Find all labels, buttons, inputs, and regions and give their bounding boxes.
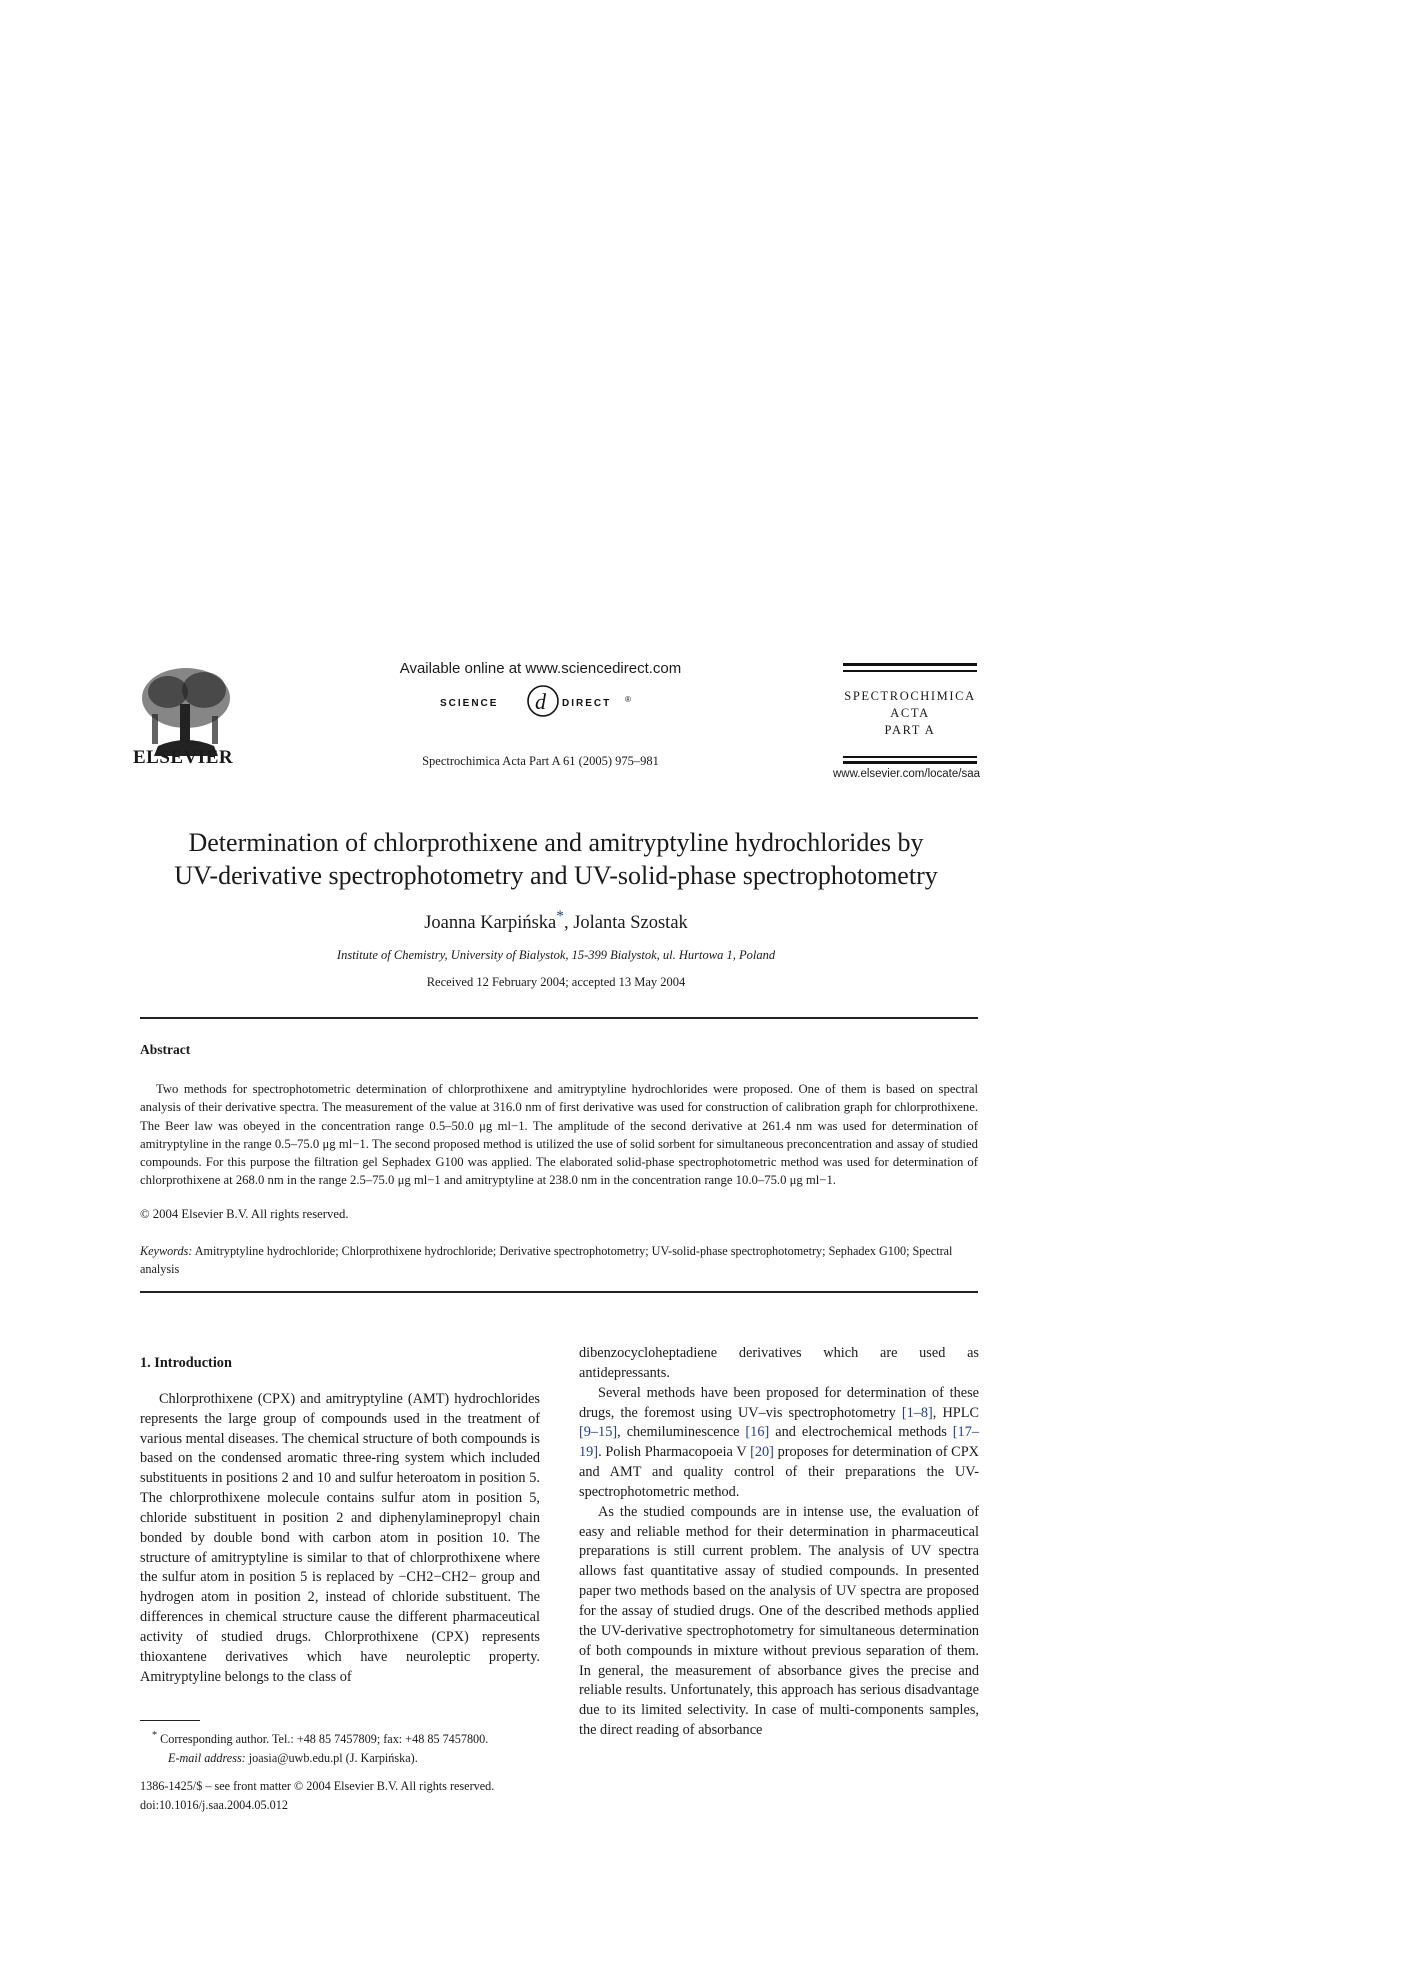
sd-left-text: SCIENCE — [440, 698, 499, 709]
journal-name — [843, 688, 977, 739]
keywords — [140, 1242, 978, 1278]
keywords-list: Amitryptyline hydrochloride; Chlorprothixene hydrochloride; Derivative spectrophotometry; UV-solid-phase spectrophotometry; Sephadex G100; Spectral analysis — [140, 1244, 953, 1276]
author-2: Jolanta Szostak — [573, 913, 688, 934]
reference-link[interactable]: [9–15] — [579, 1424, 618, 1441]
abstract-copyright: © 2004 Elsevier B.V. All rights reserved. — [140, 1207, 349, 1221]
email-link[interactable]: joasia@uwb.edu.pl (J. Karpińska). — [248, 1751, 418, 1766]
article-title — [120, 826, 992, 892]
abstract-heading: Abstract — [140, 1042, 191, 1057]
abstract-body — [140, 1080, 978, 1190]
title-line1: Determination of chlorprothixene and amitryptyline hydrochlorides by — [188, 828, 924, 857]
column-left — [140, 1354, 540, 1688]
journal-url-link[interactable]: www.elsevier.com/locate/saa — [832, 768, 980, 780]
journal-name-line3: PART A — [884, 723, 936, 737]
footnote-mark: * — [152, 1730, 158, 1741]
sd-mark: ® — [625, 695, 631, 704]
intro-paragraph-1-continued: dibenzocycloheptadiene derivatives which are used as antidepressants. — [579, 1345, 979, 1381]
affiliation: Institute of Chemistry, University of Bialystok, 15-399 Bialystok, ul. Hurtowa 1, Poland — [336, 948, 776, 962]
sd-right-text: DIRECT — [562, 698, 612, 709]
footnote-rule — [140, 1720, 200, 1721]
doi-link[interactable]: doi:10.1016/j.saa.2004.05.012 — [140, 1798, 288, 1812]
footnote-contact: Corresponding author. Tel.: +48 85 7457809; fax: +48 85 7457800. — [160, 1732, 489, 1747]
email-label: E-mail address: — [168, 1751, 246, 1766]
footnote — [140, 1726, 540, 1768]
corresponding-author-link[interactable]: * — [556, 908, 564, 925]
sciencedirect-logo[interactable] — [440, 680, 640, 720]
author-1: Joanna Karpińska — [424, 913, 557, 934]
issn-line: 1386-1425/$ – see front matter © 2004 Elsevier B.V. All rights reserved. — [140, 1779, 495, 1793]
received-dates: Received 12 February 2004; accepted 13 May 2004 — [426, 975, 686, 989]
section-heading-introduction: 1. Introduction — [140, 1355, 232, 1371]
author-list — [120, 908, 992, 934]
title-line2: UV-derivative spectrophotometry and UV-solid-phase spectrophotometry — [174, 861, 938, 890]
front-matter — [140, 1777, 540, 1815]
bottom-divider — [140, 1291, 978, 1293]
svg-text:d: d — [535, 689, 546, 714]
reference-link[interactable]: [17–19] — [579, 1424, 979, 1461]
keywords-label: Keywords: — [140, 1244, 193, 1258]
journal-rule — [843, 670, 977, 672]
journal-name-line2: ACTA — [890, 706, 930, 720]
column-right — [579, 1344, 979, 1741]
intro-paragraph-2: Several methods have been proposed for determination of these drugs, the foremost using UV–vis spectrophotometry [1–8], HPLC [9–15], chemiluminescence [16] and electrochemical methods [17–19]. Polish Pharmacopoeia V [20] proposes for determination of CPX and AMT and quality control of their preparations the UV-spectrophotometric method. — [579, 1384, 979, 1500]
intro-paragraph-1: Chlorprothixene (CPX) and amitryptyline (AMT) hydrochlorides represents the large group of compounds used in the treatment of various mental diseases. The chemical structure of both compounds is based on the condensed aromatic three-ring system which included substituents in positions 2 and 10 and sulfur heteroatom in position 5. The chlorprothixene molecule contains sulfur atom in position 5, chloride substituent in position 2 and diphenylaminepropyl chain bonded by double bond with carbon atom in position 10. The structure of amitryptyline is similar to that of chlorprothixene where the sulfur atom in position 5 is replaced by −CH2−CH2− group and hydrogen atom in position 2, instead of chloride substituent. The differences in chemical structure cause the different pharmaceutical activity of studied drugs. Chlorprothixene (CPX) represents thioxantene derivatives which have neuroleptic property. Amitryptyline belongs to the class of — [140, 1390, 540, 1685]
journal-rule — [843, 663, 977, 666]
journal-citation: Spectrochimica Acta Part A 61 (2005) 975–981 — [422, 754, 659, 768]
journal-name-line1: SPECTROCHIMICA — [844, 689, 976, 703]
reference-link[interactable]: [16] — [745, 1424, 770, 1441]
journal-rule — [843, 761, 977, 764]
reference-link[interactable]: [1–8] — [901, 1404, 933, 1421]
publisher-name: ELSEVIER — [133, 747, 234, 768]
available-online-link[interactable]: Available online at www.sciencedirect.com — [399, 660, 682, 677]
journal-rule — [843, 756, 977, 758]
abstract-text: Two methods for spectrophotometric determination of chlorprothixene and amitryptyline hydrochlorides were proposed. One of them is based on spectral analysis of their derivative spectra. The measurement of the value at 316.0 nm of first derivative was used for construction of calibration graph for chlorprothixene. The Beer law was obeyed in the concentration range 0.5–50.0 μg ml−1. The amplitude of the second derivative at 261.4 nm was used for determination of amitryptyline in the range 0.5–75.0 μg ml−1. The second proposed method is utilized the use of solid sorbent for simultaneous preconcentration and assay of studied compounds. For this purpose the filtration gel Sephadex G100 was applied. The elaborated solid-phase spectrophotometric method was used for determination of chlorprothixene at 268.0 nm in the range 2.5–75.0 μg ml−1 and amitryptyline at 238.0 nm in the concentration range 10.0–75.0 μg ml−1. — [140, 1082, 978, 1188]
author-separator: , — [563, 913, 574, 934]
intro-paragraph-3: As the studied compounds are in intense use, the evaluation of easy and reliable method for their determination in pharmaceutical preparations is still current problem. The analysis of UV spectra allows fast quantitative assay of studied compounds. In presented paper two methods based on the analysis of UV spectra are proposed for the assay of studied drugs. One of the described methods applied the UV-derivative spectrophotometry for simultaneous determination of both compounds in mixture without previous separation of them. In general, the measurement of absorbance gives the precise and reliable results. Unfortunately, this approach has serious disadvantage due to its limited selectivity. In case of multi-components samples, the direct reading of absorbance — [579, 1503, 979, 1739]
top-divider — [140, 1017, 978, 1019]
reference-link[interactable]: [20] — [750, 1444, 774, 1461]
